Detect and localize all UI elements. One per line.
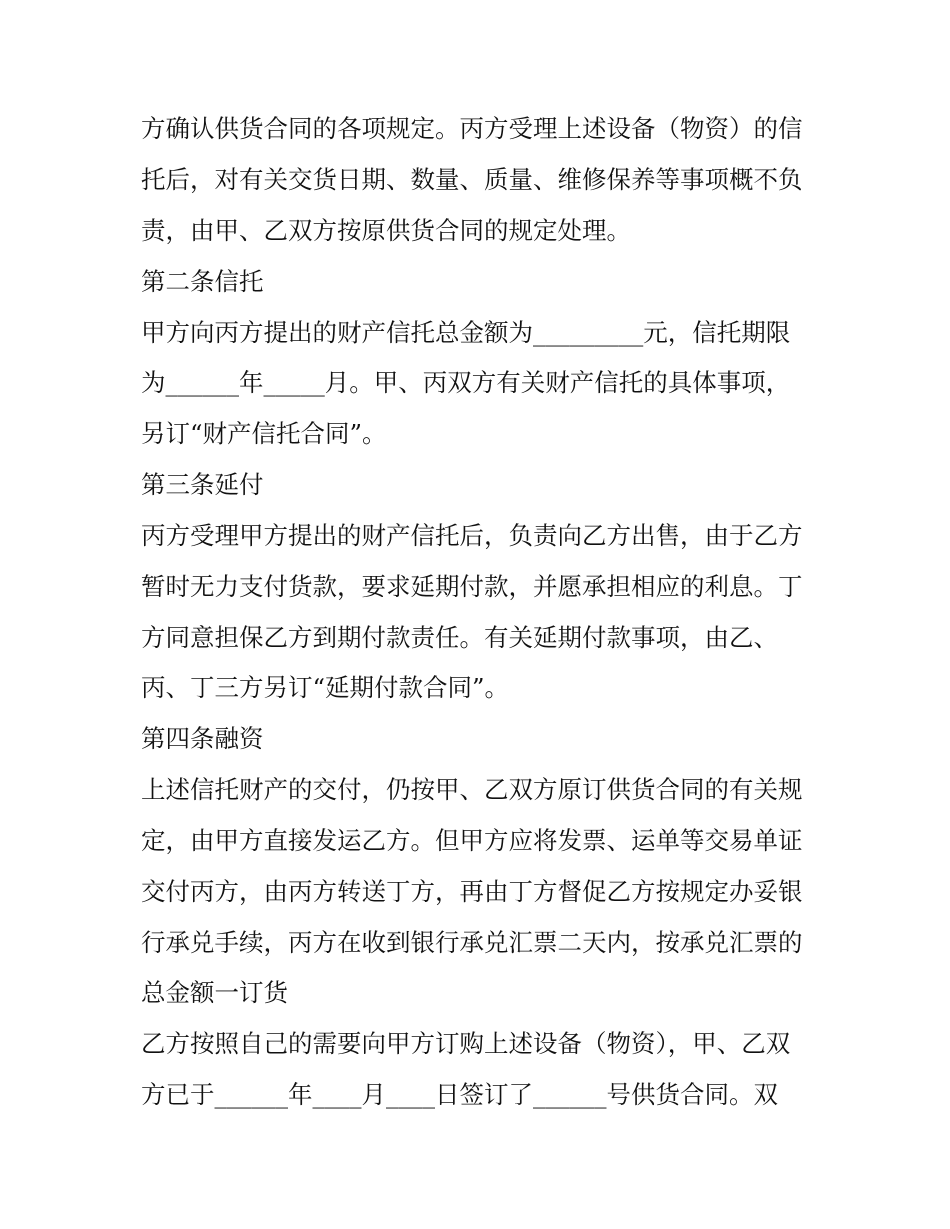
paragraph-line: 为______年_____月。甲、丙双方有关财产信托的具体事项， — [141, 368, 791, 397]
paragraph-line: 方已于______年____月____日签订了______号供货合同。双 — [141, 1080, 778, 1109]
paragraph-line: 上述信托财产的交付，仍按甲、乙双方原订供货合同的有关规 — [141, 775, 803, 804]
paragraph-line: 方确认供货合同的各项规定。丙方受理上述设备（物资）的信 — [141, 114, 803, 143]
paragraph-line: 交付丙方，由丙方转送丁方，再由丁方督促乙方按规定办妥银 — [141, 877, 803, 906]
paragraph-line: 乙方按照自己的需要向甲方订购上述设备（物资），甲、乙双 — [141, 1029, 791, 1058]
section-heading: 第二条信托 — [141, 267, 264, 296]
paragraph-line: 行承兑手续，丙方在收到银行承兑汇票二天内，按承兑汇票的 — [141, 928, 803, 957]
paragraph-line: 方同意担保乙方到期付款责任。有关延期付款事项，由乙、 — [141, 623, 778, 652]
paragraph-line: 甲方向丙方提出的财产信托总金额为_________元，信托期限 — [141, 318, 791, 347]
paragraph-line: 托后，对有关交货日期、数量、质量、维修保养等事项概不负 — [141, 165, 803, 194]
paragraph-line: 定，由甲方直接发运乙方。但甲方应将发票、运单等交易单证 — [141, 826, 803, 855]
paragraph-line: 丙方受理甲方提出的财产信托后，负责向乙方出售，由于乙方 — [141, 521, 803, 550]
section-heading: 第四条融资 — [141, 724, 264, 753]
paragraph-line: 总金额一订货 — [141, 978, 288, 1007]
paragraph-line: 责，由甲、乙双方按原供货合同的规定处理。 — [141, 216, 631, 245]
paragraph-line: 丙、丁三方另订“延期付款合同”。 — [141, 673, 510, 702]
paragraph-line: 另订“财产信托合同”。 — [141, 419, 387, 448]
paragraph-line: 暂时无力支付货款，要求延期付款，并愿承担相应的利息。丁 — [141, 572, 803, 601]
section-heading: 第三条延付 — [141, 470, 264, 499]
